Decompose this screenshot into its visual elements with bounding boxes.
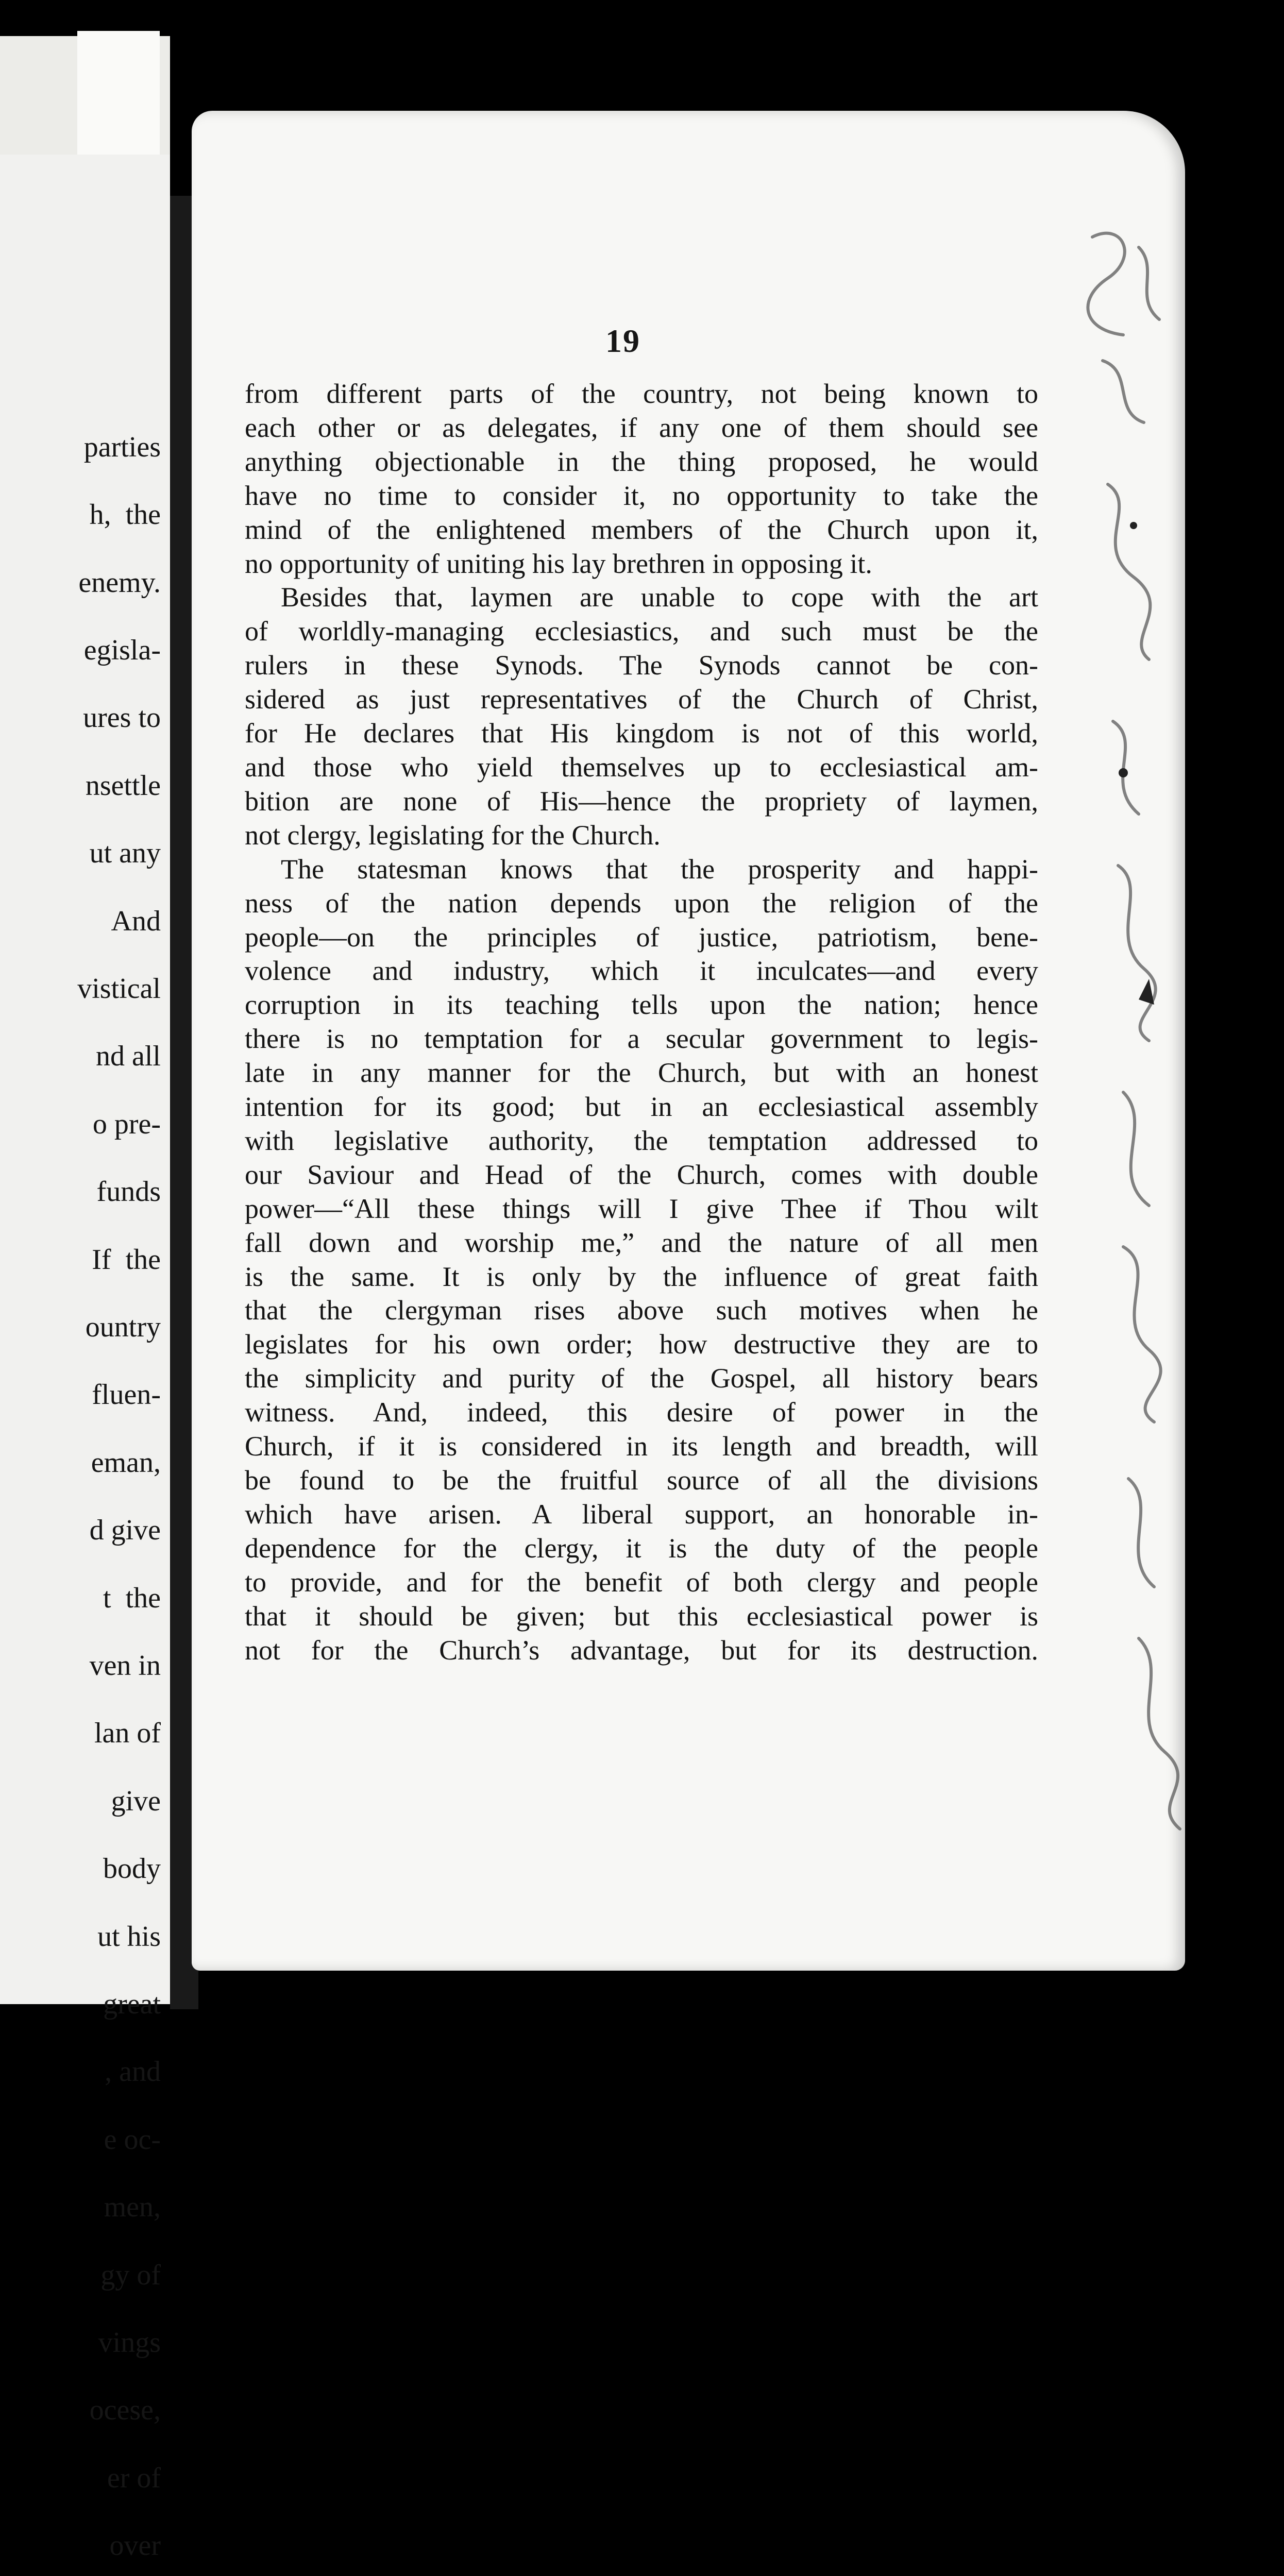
- previous-page-fragment: ut any: [89, 837, 161, 870]
- previous-page-fragment: ures to: [83, 702, 161, 734]
- previous-page-fragment: t the: [103, 1582, 161, 1614]
- previous-page-fragment: eman,: [91, 1446, 161, 1479]
- text-line: legislates for his own order; how destructive they are to: [245, 1329, 1038, 1360]
- previous-page-fragment: body: [103, 1853, 161, 1885]
- previous-page-fragment: ven in: [89, 1650, 161, 1682]
- previous-page-fragment: vistical: [77, 972, 161, 1005]
- previous-page-fragment: ocese,: [89, 2394, 161, 2427]
- text-line: that the clergyman rises above such motives when he: [245, 1295, 1038, 1326]
- text-line: bition are none of His—hence the propriety of laymen,: [245, 785, 1038, 817]
- text-line: people—on the principles of justice, patriotism, bene-: [245, 921, 1038, 953]
- previous-page-fragment: fluen-: [92, 1379, 161, 1411]
- previous-page-fragment: funds: [96, 1176, 161, 1208]
- text-line: rulers in these Synods. The Synods cannot be con-: [245, 650, 1038, 681]
- previous-page-fragment: ut his: [97, 1920, 161, 1953]
- handwritten-margin-note: [1061, 216, 1226, 1891]
- previous-page-fragment: ountry: [85, 1311, 161, 1343]
- previous-page-fragment: great: [103, 1988, 161, 2021]
- page-body-text: [245, 377, 1038, 1667]
- text-line: from different parts of the country, not being known to: [245, 378, 1038, 409]
- previous-page-text: [48, 397, 161, 2576]
- text-line: is the same. It is only by the influence of great faith: [245, 1261, 1038, 1292]
- text-line: with legislative authority, the temptation addressed to: [245, 1125, 1038, 1156]
- text-line: our Saviour and Head of the Church, comes with double: [245, 1159, 1038, 1190]
- previous-page: [0, 155, 170, 2562]
- text-line: each other or as delegates, if any one of them should see: [245, 412, 1038, 443]
- previous-page-fragment: over: [109, 2530, 161, 2562]
- previous-page-fragment: gy of: [100, 2259, 161, 2291]
- text-line: Besides that, laymen are unable to cope with the art: [281, 582, 1038, 613]
- text-line: no opportunity of uniting his lay brethren in opposing it.: [245, 548, 872, 579]
- previous-page-fragment: , and: [105, 2056, 161, 2088]
- text-line: to provide, and for the benefit of both clergy and people: [245, 1566, 1038, 1598]
- text-line: of worldly-managing ecclesiastics, and such must be the: [245, 616, 1038, 647]
- previous-page-fragment: o pre-: [92, 1108, 161, 1140]
- text-line: power—“All these things will I give Thee if Thou wilt: [245, 1193, 1038, 1224]
- previous-page-fragment: nd all: [96, 1040, 161, 1073]
- text-line: that it should be given; but this ecclesiastical power is: [245, 1600, 1038, 1632]
- previous-page-fragment: h, the: [89, 499, 161, 531]
- text-line: have no time to consider it, no opportunity to take the: [245, 480, 1038, 511]
- previous-page-fragment: If the: [92, 1243, 161, 1276]
- text-line: fall down and worship me,” and the nature of all men: [245, 1227, 1038, 1258]
- text-line: be found to be the fruitful source of all the divisions: [245, 1465, 1038, 1496]
- text-line: volence and industry, which it inculcates—and every: [245, 955, 1038, 987]
- text-line: Church, if it is considered in its length and breadth, will: [245, 1431, 1038, 1462]
- previous-page-fragment: parties: [83, 431, 161, 463]
- paper-tab: [77, 31, 160, 155]
- text-line: there is no temptation for a secular government to legis-: [245, 1023, 1038, 1055]
- previous-page-fragment: er of: [107, 2462, 161, 2494]
- text-line: the simplicity and purity of the Gospel, all history bears: [245, 1363, 1038, 1394]
- text-line: corruption in its teaching tells upon the nation; hence: [245, 989, 1038, 1021]
- text-line: mind of the enlightened members of the Church upon it,: [245, 514, 1038, 545]
- page-number: 19: [605, 323, 640, 359]
- previous-page-fragment: enemy.: [78, 566, 161, 599]
- text-line: sidered as just representatives of the Church of Christ,: [245, 684, 1038, 715]
- text-line: which have arisen. A liberal support, an honorable in-: [245, 1498, 1038, 1530]
- text-line: dependence for the clergy, it is the duty of the people: [245, 1532, 1038, 1564]
- previous-page-fragment: lan of: [94, 1717, 161, 1750]
- previous-page-fragment: give: [111, 1785, 161, 1817]
- previous-page-fragment: nsettle: [85, 769, 161, 802]
- previous-page-fragment: And: [111, 905, 161, 937]
- previous-page-fragment: men,: [104, 2191, 161, 2224]
- previous-page-fragment: egisla-: [83, 634, 161, 666]
- text-line: and those who yield themselves up to ecclesiastical am-: [245, 751, 1038, 783]
- previous-page-fragment: vings: [98, 2327, 161, 2359]
- text-line: not for the Church’s advantage, but for its destruction.: [245, 1634, 1038, 1666]
- text-line: The statesman knows that the prosperity and happi-: [281, 853, 1038, 885]
- text-line: not clergy, legislating for the Church.: [245, 819, 661, 851]
- text-line: witness. And, indeed, this desire of power in the: [245, 1397, 1038, 1428]
- previous-page-fragment: d give: [89, 1514, 161, 1547]
- previous-page-fragment: e oc-: [104, 2123, 161, 2156]
- text-line: late in any manner for the Church, but with an honest: [245, 1057, 1038, 1089]
- text-line: anything objectionable in the thing proposed, he would: [245, 446, 1038, 477]
- text-line: intention for its good; but in an ecclesiastical assembly: [245, 1091, 1038, 1123]
- text-line: for He declares that His kingdom is not of this world,: [245, 718, 1038, 749]
- text-line: ness of the nation depends upon the religion of the: [245, 887, 1038, 919]
